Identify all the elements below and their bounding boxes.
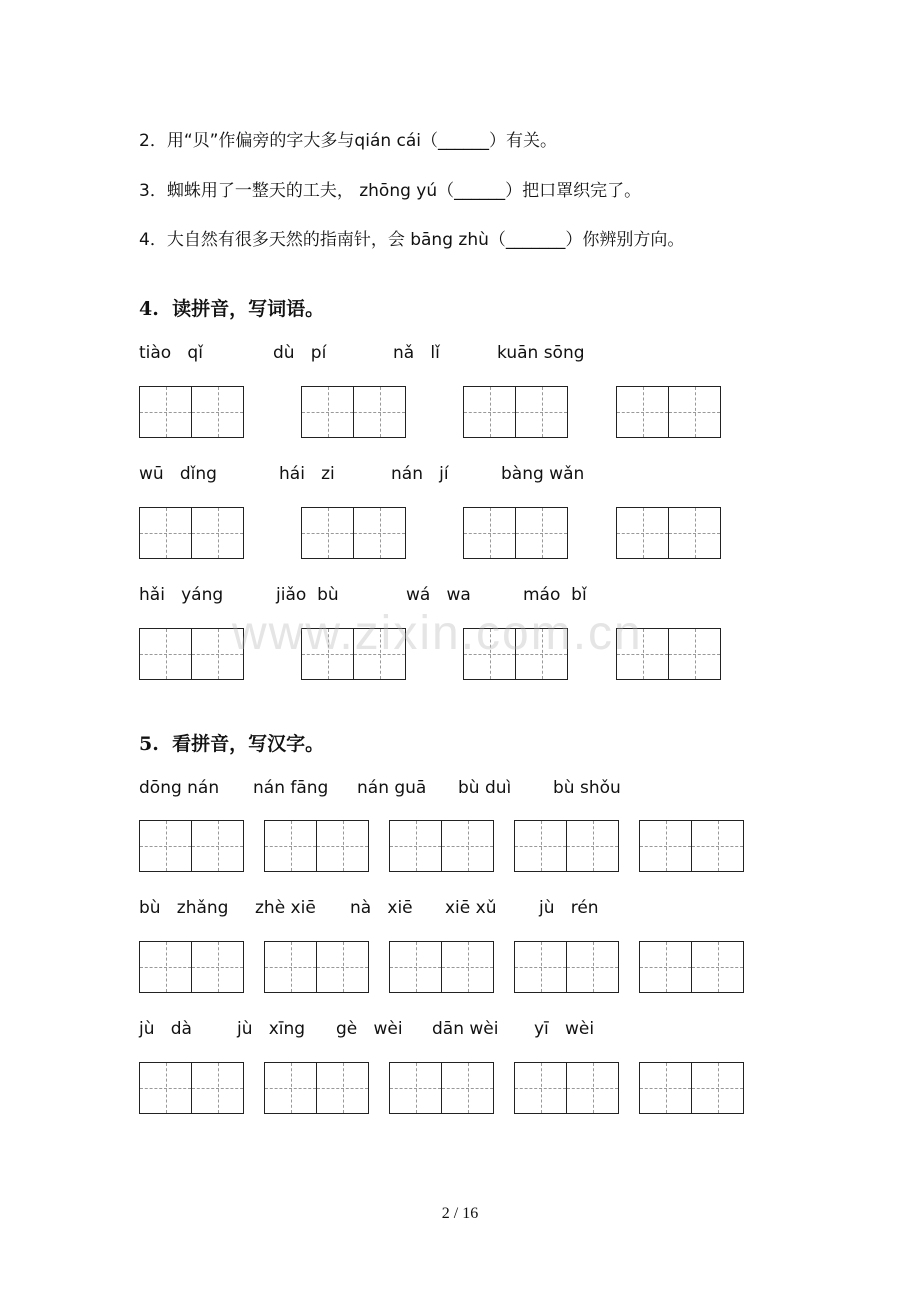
pinyin: gè wèi bbox=[336, 1019, 403, 1039]
pinyin: dù pí bbox=[273, 343, 327, 363]
writing-grid[interactable] bbox=[639, 820, 744, 872]
pinyin: máo bǐ bbox=[523, 585, 587, 605]
writing-grid[interactable] bbox=[514, 1062, 619, 1114]
section-4-title: 4. 读拼音，写词语。 bbox=[139, 298, 325, 320]
pinyin: bàng wǎn bbox=[501, 464, 585, 484]
pinyin: jù xīng bbox=[237, 1019, 306, 1039]
pinyin: nǎ lǐ bbox=[393, 343, 440, 363]
writing-grid[interactable] bbox=[139, 1062, 244, 1114]
section-5-title: 5. 看拼音，写汉字。 bbox=[139, 733, 325, 755]
writing-grid[interactable] bbox=[463, 386, 568, 438]
pinyin: dōng nán bbox=[139, 778, 220, 798]
pinyin: yī wèi bbox=[534, 1019, 595, 1039]
watermark: www.zixin.com.cn bbox=[232, 607, 643, 660]
writing-grid[interactable] bbox=[616, 507, 721, 559]
writing-grid[interactable] bbox=[463, 507, 568, 559]
pinyin: bù zhǎng bbox=[139, 898, 229, 918]
writing-grid[interactable] bbox=[616, 386, 721, 438]
writing-grid[interactable] bbox=[389, 820, 494, 872]
pinyin: nán guā bbox=[357, 778, 427, 798]
pinyin: nà xiē bbox=[350, 898, 413, 918]
question-4: 4．大自然有很多天然的指南针，会 bāng zhù（_______）你辨别方向。 bbox=[139, 230, 685, 250]
pinyin: hái zi bbox=[279, 464, 335, 484]
pinyin: kuān sōng bbox=[497, 343, 585, 363]
pinyin: hǎi yáng bbox=[139, 585, 224, 605]
writing-grid[interactable] bbox=[389, 941, 494, 993]
pinyin: zhè xiē bbox=[255, 898, 316, 918]
pinyin: jiǎo bù bbox=[276, 585, 339, 605]
question-3: 3．蜘蛛用了一整天的工夫， zhōng yú（______）把口罩织完了。 bbox=[139, 181, 642, 201]
writing-grid[interactable] bbox=[264, 941, 369, 993]
writing-grid[interactable] bbox=[514, 941, 619, 993]
pinyin: xiē xǔ bbox=[445, 898, 497, 918]
pinyin: wū dǐng bbox=[139, 464, 217, 484]
writing-grid[interactable] bbox=[264, 1062, 369, 1114]
pinyin: dān wèi bbox=[432, 1019, 499, 1039]
writing-grid[interactable] bbox=[639, 1062, 744, 1114]
writing-grid[interactable] bbox=[264, 820, 369, 872]
writing-grid[interactable] bbox=[389, 1062, 494, 1114]
pinyin: bù shǒu bbox=[553, 778, 621, 798]
writing-grid[interactable] bbox=[514, 820, 619, 872]
pinyin: bù duì bbox=[458, 778, 512, 798]
writing-grid[interactable] bbox=[639, 941, 744, 993]
page-number: 2 / 16 bbox=[441, 1205, 479, 1222]
writing-grid[interactable] bbox=[139, 628, 244, 680]
writing-grid[interactable] bbox=[139, 820, 244, 872]
writing-grid[interactable] bbox=[139, 941, 244, 993]
writing-grid[interactable] bbox=[139, 507, 244, 559]
pinyin: tiào qǐ bbox=[139, 343, 203, 363]
pinyin: nán jí bbox=[391, 464, 449, 484]
pinyin: nán fāng bbox=[253, 778, 329, 798]
writing-grid[interactable] bbox=[301, 507, 406, 559]
pinyin: wá wa bbox=[406, 585, 471, 605]
writing-grid[interactable] bbox=[139, 386, 244, 438]
question-2: 2．用“贝”作偏旁的字大多与qián cái（______）有关。 bbox=[139, 131, 558, 151]
pinyin: jù rén bbox=[539, 898, 599, 918]
writing-grid[interactable] bbox=[301, 386, 406, 438]
pinyin: jù dà bbox=[139, 1019, 192, 1039]
